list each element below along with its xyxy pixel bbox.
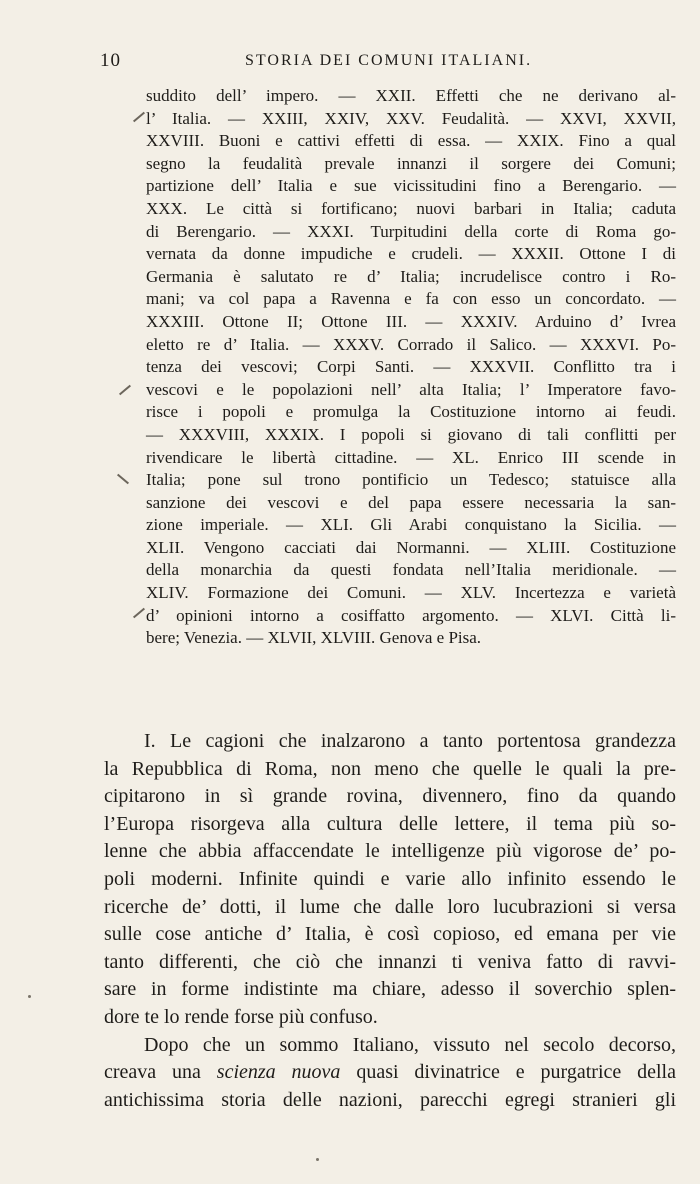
summary-line: XXVIII. Buoni e cattivi effetti di essa. — XXIX. Fino a qual — [146, 131, 676, 151]
summary-line: risce i popoli e promulga la Costituzione intorno ai feudi. — [146, 402, 676, 422]
summary-line: XXX. Le città si fortificano; nuovi barbari in Italia; caduta — [146, 198, 676, 218]
summary-line: suddito dell’ impero. — XXII. Effetti che ne derivano al- — [146, 86, 676, 105]
margin-pencil-mark — [119, 385, 131, 396]
summary-line: bere; Venezia. — XLVII, XLVIII. Genova e Pisa. — [146, 628, 482, 648]
margin-pencil-mark — [117, 474, 129, 485]
summary-line: sanzione dei vescovi e del papa essere necessaria la san- — [146, 492, 676, 512]
body-line: lenne che abbia affaccendate le intelligenze più vigorose de’ po- — [104, 840, 676, 863]
summary-line: tenza dei vescovi; Corpi Santi. — XXXVII. Conflitto tra i — [146, 357, 676, 377]
text-run: creava una — [104, 1061, 217, 1084]
body-line: Dopo che un sommo Italiano, vissuto nel secolo decorso, — [144, 1033, 676, 1056]
margin-pencil-mark — [133, 608, 145, 619]
summary-line: vescovi e le popolazioni nell’ alta Italia; l’ Imperatore favo- — [146, 379, 676, 399]
body-line: dore te lo rende forse più confuso. — [104, 1005, 378, 1028]
text-run: quasi divinatrice e purgatrice della — [340, 1061, 676, 1084]
summary-line: Italia; pone sul trono pontificio un Tedesco; statuisce alla — [146, 470, 676, 490]
summary-line: XXXIII. Ottone II; Ottone III. — XXXIV. Arduino d’ Ivrea — [146, 311, 676, 331]
summary-line: di Berengario. — XXXI. Turpitudini della corte di Roma go- — [146, 221, 676, 241]
body-line: sulle cose antiche d’ Italia, è così copioso, ed emana per vie — [104, 923, 676, 946]
chapter-summary — [146, 85, 676, 650]
body-line: l’Europa risorgeva alla cultura delle lettere, il tema più so- — [104, 812, 676, 835]
summary-line: mani; va col papa a Ravenna e fa con esso un concordato. — — [146, 289, 676, 309]
paragraph-2 — [104, 1032, 676, 1115]
summary-line: vernata da donne impudiche e crudeli. — XXXII. Ottone I di — [146, 244, 676, 264]
body-line: I. Le cagioni che inalzarono a tanto portentosa grandezza — [144, 730, 676, 752]
margin-speck — [316, 1158, 319, 1161]
summary-line: partizione dell’ Italia e sue vicissitudini fino a Berengario. — — [146, 176, 676, 196]
running-head — [100, 50, 660, 76]
summary-line: l’ Italia. — XXIII, XXIV, XXV. Feudalità. — XXVI, XXVII, — [146, 108, 676, 128]
margin-pencil-mark — [133, 112, 145, 123]
body-line: antichissima storia delle nazioni, parecchi egregi stranieri gli — [104, 1088, 676, 1111]
body-line: la Repubblica di Roma, non meno che quelle le quali la pre- — [104, 757, 676, 780]
body-line: tanto differenti, che ciò che innanzi ti veniva fatto di ravvi- — [104, 950, 676, 973]
body-line: poli moderni. Infinite quindi e varie allo infinito essendo le — [104, 867, 676, 890]
margin-speck — [28, 995, 31, 998]
main-text — [104, 728, 676, 1114]
summary-line: Germania è salutato re d’ Italia; incrudelisce contro i Ro- — [146, 266, 676, 286]
summary-line: eletto re d’ Italia. — XXXV. Corrado il Salico. — XXXVI. Po- — [146, 334, 676, 354]
body-line-with-italic — [104, 1059, 676, 1087]
summary-line: d’ opinioni intorno a cosiffatto argomento. — XLVI. Città li- — [146, 605, 676, 625]
summary-line: — XXXVIII, XXXIX. I popoli si giovano di tali conflitti per — [146, 424, 676, 444]
body-line: ricerche de’ dotti, il lume che dalle loro lucubrazioni si versa — [104, 895, 676, 918]
italic-title: scienza nuova — [216, 1061, 341, 1084]
summary-line: segno la feudalità prevale innanzi il sorgere dei Comuni; — [146, 153, 676, 173]
summary-line: rivendicare le libertà cittadine. — XL. Enrico III scende in — [146, 447, 676, 467]
summary-line: della monarchia da questi fondata nell’Italia meridionale. — — [146, 560, 676, 580]
summary-line: zione imperiale. — XLI. Gli Arabi conquistano la Sicilia. — — [146, 515, 676, 535]
body-line: cipitarono in sì grande rovina, divennero, fino da quando — [104, 785, 676, 808]
paragraph-1 — [104, 728, 676, 1032]
body-line: sare in forme indistinte ma chiare, adesso il soverchio splen- — [104, 978, 676, 1001]
page-number: 10 — [100, 50, 121, 71]
running-title: STORIA DEI COMUNI ITALIANI. — [245, 52, 533, 69]
summary-line: XLII. Vengono cacciati dai Normanni. — XLIII. Costituzione — [146, 537, 676, 557]
summary-line: XLIV. Formazione dei Comuni. — XLV. Incertezza e varietà — [146, 583, 676, 603]
